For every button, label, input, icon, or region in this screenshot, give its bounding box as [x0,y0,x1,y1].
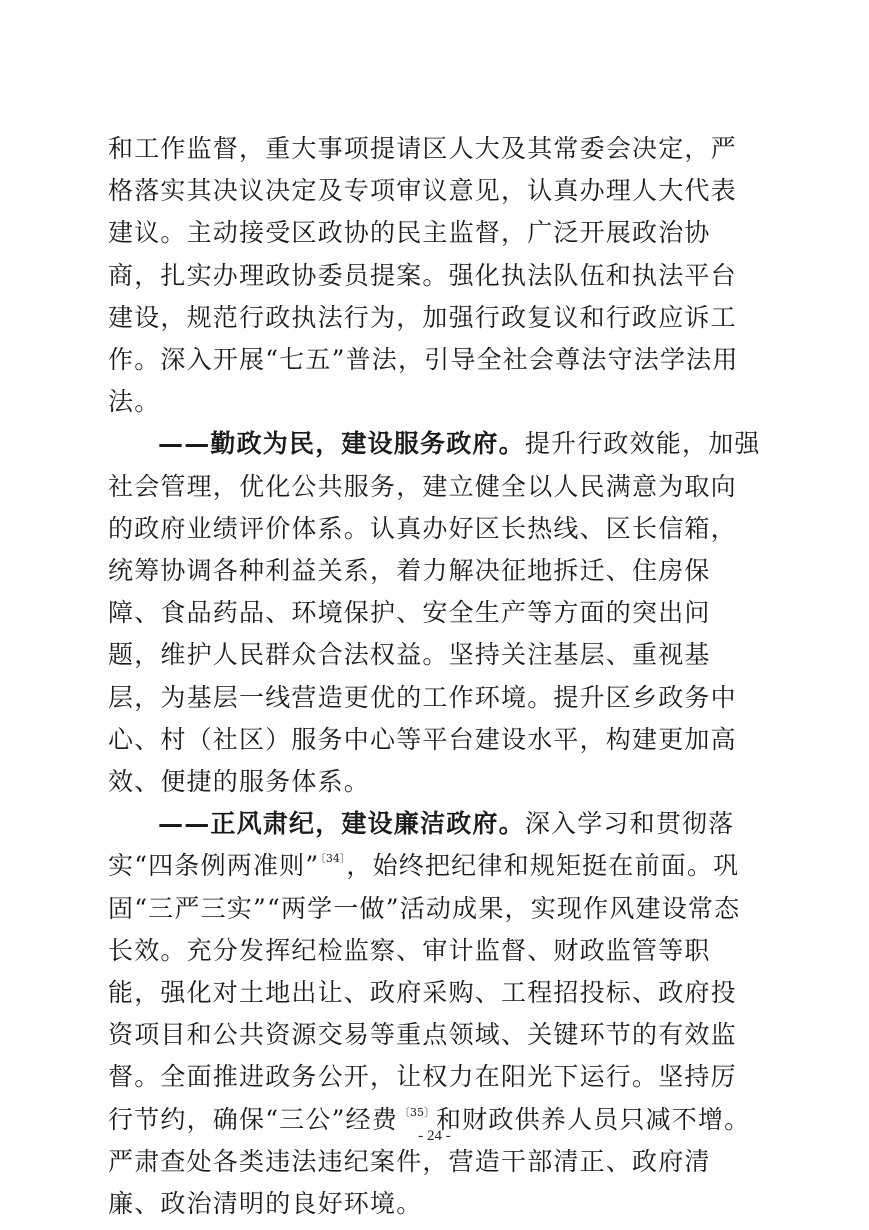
paragraph-heading: ——正风肃纪，建设廉洁政府。 [158,809,525,839]
page-number: - 24 - [418,1128,451,1144]
paragraph-clean-government [108,803,762,1225]
paragraph-text: ，始终把纪律和规矩挺在前面。巩固“三严三实”“两学一做”活动成果，实现作风建设常态长效。充分发挥纪检监察、审计监督、财政监管等职能，强化对土地出让、政府采购、工程招投标、政府投资项目和公共资源交易等重点领域、关键环节的有效监督。全面推进政务公开，让权力在阳光下运行。坚持厉行节约，确保“三公”经费 [108,851,741,1134]
paragraph-text: 深入学习和贯彻落实“四条例两准则” [108,809,735,881]
paragraph-text: 和工作监督，重大事项提请区人大及其常委会决定，严格落实其决议决定及专项审议意见，认真办理人大代表建议。主动接受区政协的民主监督，广泛开展政治协商，扎实办理政协委员提案。强化执法队伍和执法平台建设，规范行政执法行为，加强行政复议和行政应诉工作。深入开展“七五”普法，引导全社会尊法守法学法用法。 [108,134,739,417]
paragraph-text: 提升行政效能，加强社会管理，优化公共服务，建立健全以人民满意为取向的政府业绩评价体系。认真办好区长热线、区长信箱，统筹协调各种利益关系，着力解决征地拆迁、住房保障、食品药品、环境保护、安全生产等方面的突出问题，维护人民群众合法权益。坚持关注基层、重视基层，为基层一线营造更优的工作环境。提升区乡政务中心、村（社区）服务中心等平台建设水平，构建更加高效、便捷的服务体系。 [108,429,761,797]
footnote-reference: 〔35〕 [398,1105,435,1119]
paragraph-text: 和财政供养人员只减不增。严肃查处各类违法违纪案件，营造干部清正、政府清廉、政治清明的良好环境。 [108,1104,751,1219]
paragraph-service-government [108,423,762,803]
body-text [108,128,762,1225]
paragraph-heading: ——勤政为民，建设服务政府。 [158,429,525,459]
paragraph-continued [108,128,762,423]
footnote-reference: 〔34〕 [320,852,346,866]
